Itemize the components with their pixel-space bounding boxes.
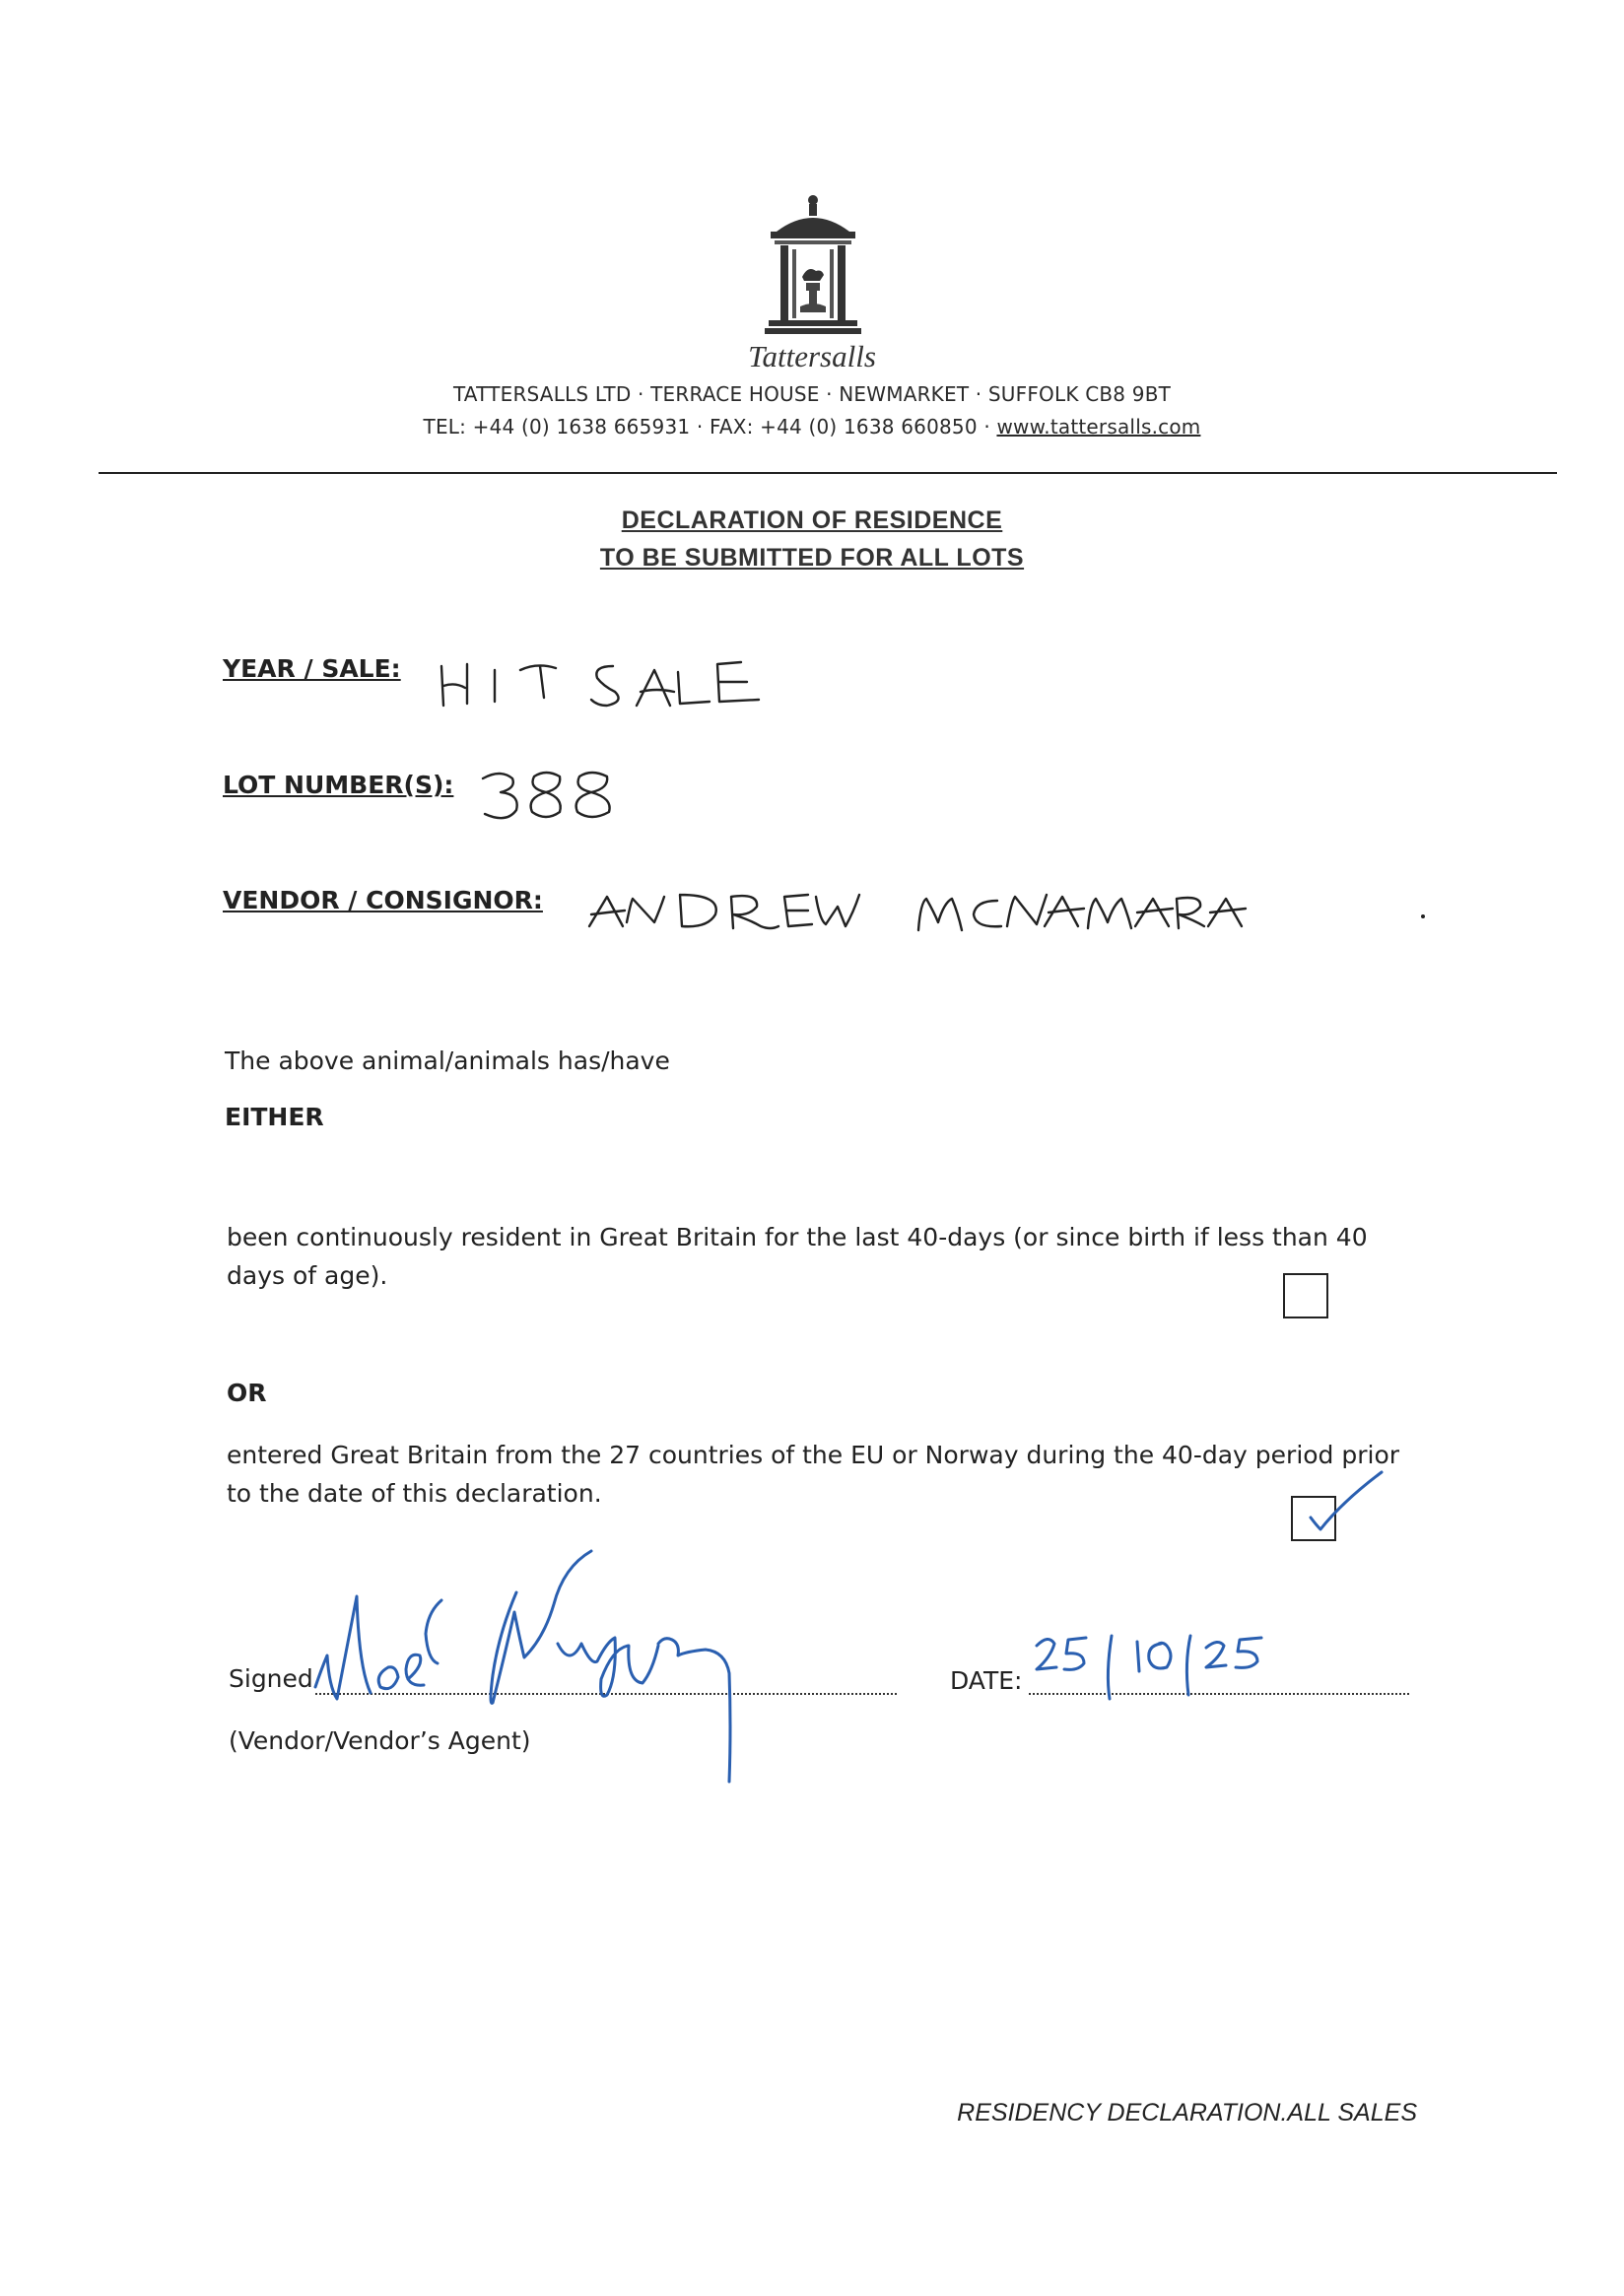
option2-checkmark-icon xyxy=(1291,1466,1389,1545)
vendor-agent-label: (Vendor/Vendor’s Agent) xyxy=(229,1726,531,1755)
document-title: DECLARATION OF RESIDENCE xyxy=(621,506,1003,534)
option1-text: been continuously resident in Great Britain for the last 40-days (or since birth if less than 40 days of age). xyxy=(227,1223,1368,1290)
or-label: OR xyxy=(227,1379,267,1407)
lot-number-handwritten xyxy=(477,765,625,826)
signed-label: Signed xyxy=(229,1664,313,1693)
date-label: DATE: xyxy=(950,1666,1023,1695)
year-sale-handwritten xyxy=(434,648,808,713)
either-label: EITHER xyxy=(225,1103,324,1131)
year-sale-label: YEAR / SALE: xyxy=(223,654,401,683)
declaration-intro: The above animal/animals has/have xyxy=(225,1047,670,1075)
vendor-label: VENDOR / CONSIGNOR: xyxy=(223,886,543,914)
lot-number-label: LOT NUMBER(S): xyxy=(223,771,454,799)
company-address: TATTERSALLS LTD · TERRACE HOUSE · NEWMARKET · SUFFOLK CB8 9BT xyxy=(452,382,1172,406)
website-link[interactable]: www.tattersalls.com xyxy=(996,415,1201,439)
header-divider xyxy=(99,472,1557,474)
vendor-handwritten xyxy=(583,883,1441,944)
tattersalls-logo xyxy=(759,192,867,340)
option2-text: entered Great Britain from the 27 countries of the EU or Norway during the 40-day period prior to the date of this declaration. xyxy=(227,1441,1400,1508)
contact-numbers: TEL: +44 (0) 1638 665931 · FAX: +44 (0) 1638 660850 · xyxy=(423,415,997,439)
company-contact xyxy=(0,415,1624,439)
date-handwritten xyxy=(1029,1624,1324,1703)
brand-name: Tattersalls xyxy=(748,339,876,373)
footer-form-name: RESIDENCY DECLARATION.ALL SALES xyxy=(957,2099,1417,2127)
document-subtitle: TO BE SUBMITTED FOR ALL LOTS xyxy=(599,544,1025,572)
option1-checkbox[interactable] xyxy=(1283,1273,1328,1318)
